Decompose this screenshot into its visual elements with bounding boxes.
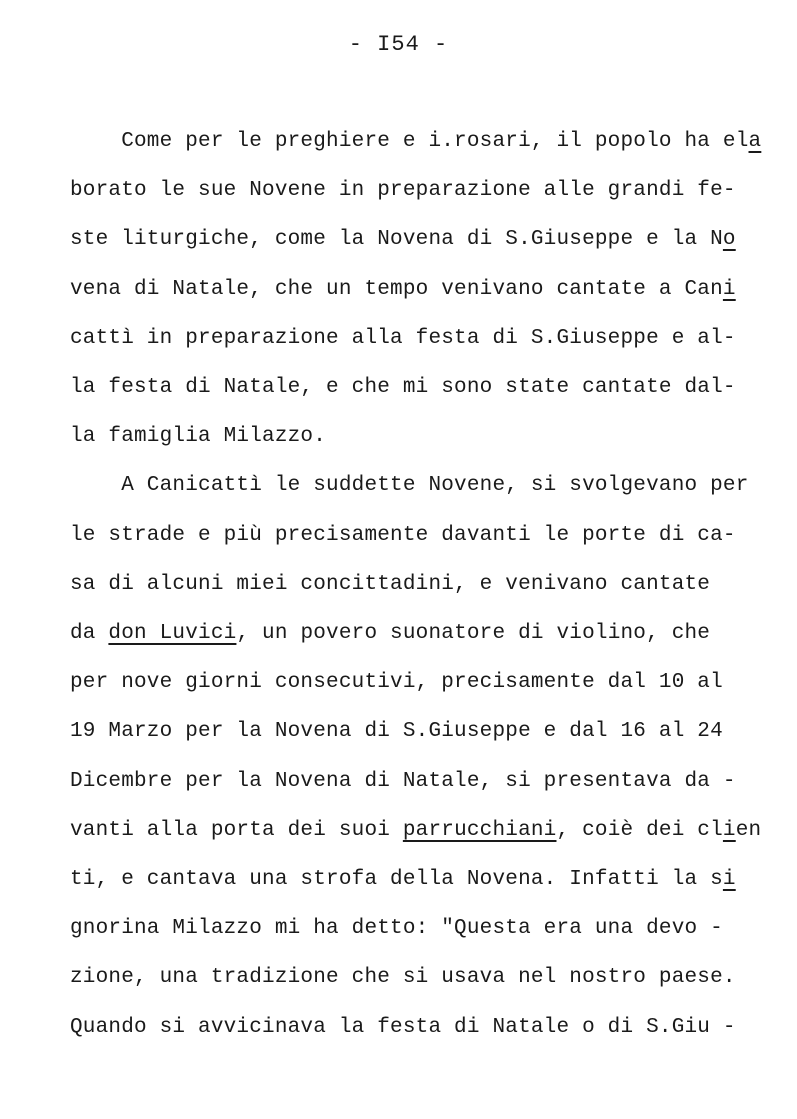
text-line: [70, 425, 326, 448]
line-text: la famiglia Milazzo.: [70, 425, 327, 449]
text-line: [70, 573, 710, 596]
text-line: [70, 819, 761, 842]
underlined-text: i: [722, 818, 736, 842]
text-line: [70, 278, 736, 301]
underlined-text: a: [748, 130, 762, 153]
line-text: zione, una tradizione che si usava nel nostro paese.: [70, 966, 736, 990]
text-line: [70, 524, 736, 547]
text-line: [70, 720, 723, 743]
text-line: [70, 966, 736, 989]
line-text: borato le sue Novene in preparazione alle grandi fe-: [70, 179, 736, 203]
text-line: [70, 228, 736, 251]
line-text: gnorina Milazzo mi ha detto: "Questa era una devo -: [70, 917, 723, 941]
text-line: [70, 622, 710, 645]
underlined-text: don Luvici: [108, 622, 237, 645]
text-line: [70, 327, 736, 350]
text-line: [70, 917, 723, 940]
text-line: [70, 474, 749, 497]
underlined-text: i: [722, 868, 736, 891]
line-text: A Canicattì le suddette Novene, si svolgevano per: [70, 474, 749, 498]
text-line: [70, 770, 736, 793]
text-line: [70, 868, 736, 891]
page-number: - I54 -: [348, 32, 449, 57]
line-text: vanti alla porta dei suoi: [70, 818, 403, 842]
underlined-text: o: [722, 228, 736, 252]
line-text: per nove giorni consecutivi, precisamente dal 10 al: [70, 671, 723, 695]
text-line: [70, 130, 761, 153]
line-text: le strade e più precisamente davanti le porte di ca-: [70, 523, 736, 547]
text-line: [70, 376, 736, 399]
line-text: 19 Marzo per la Novena di S.Giuseppe e dal 16 al 24: [70, 720, 723, 744]
text-line: [70, 671, 723, 694]
line-text: cattì in preparazione alla festa di S.Giuseppe e al-: [70, 326, 736, 350]
line-text: la festa di Natale, e che mi sono state cantate dal-: [70, 376, 736, 399]
line-text: Quando si avvicinava la festa di Natale o di S.Giu -: [70, 1015, 736, 1039]
line-text: vena di Natale, che un tempo venivano cantate a Can: [70, 277, 723, 301]
line-text: ste liturgiche, come la Novena di S.Giuseppe e la N: [70, 228, 723, 252]
line-text: sa di alcuni miei concittadini, e venivano cantate: [70, 572, 711, 596]
text-line: [70, 179, 736, 202]
underlined-text: i: [722, 277, 736, 301]
line-text: Dicembre per la Novena di Natale, si presentava da -: [70, 769, 736, 793]
text-line: [70, 1016, 736, 1039]
line-text: Come per le preghiere e i.rosari, il popolo ha el: [70, 130, 749, 153]
underlined-text: parrucchiani: [402, 818, 557, 842]
line-text: en: [735, 818, 762, 842]
line-text: , un povero suonatore di violino, che: [236, 622, 711, 645]
line-text: ti, e cantava una strofa della Novena. Infatti la s: [70, 868, 723, 891]
line-text: da: [70, 622, 109, 645]
line-text: , coiè dei cl: [556, 818, 723, 842]
